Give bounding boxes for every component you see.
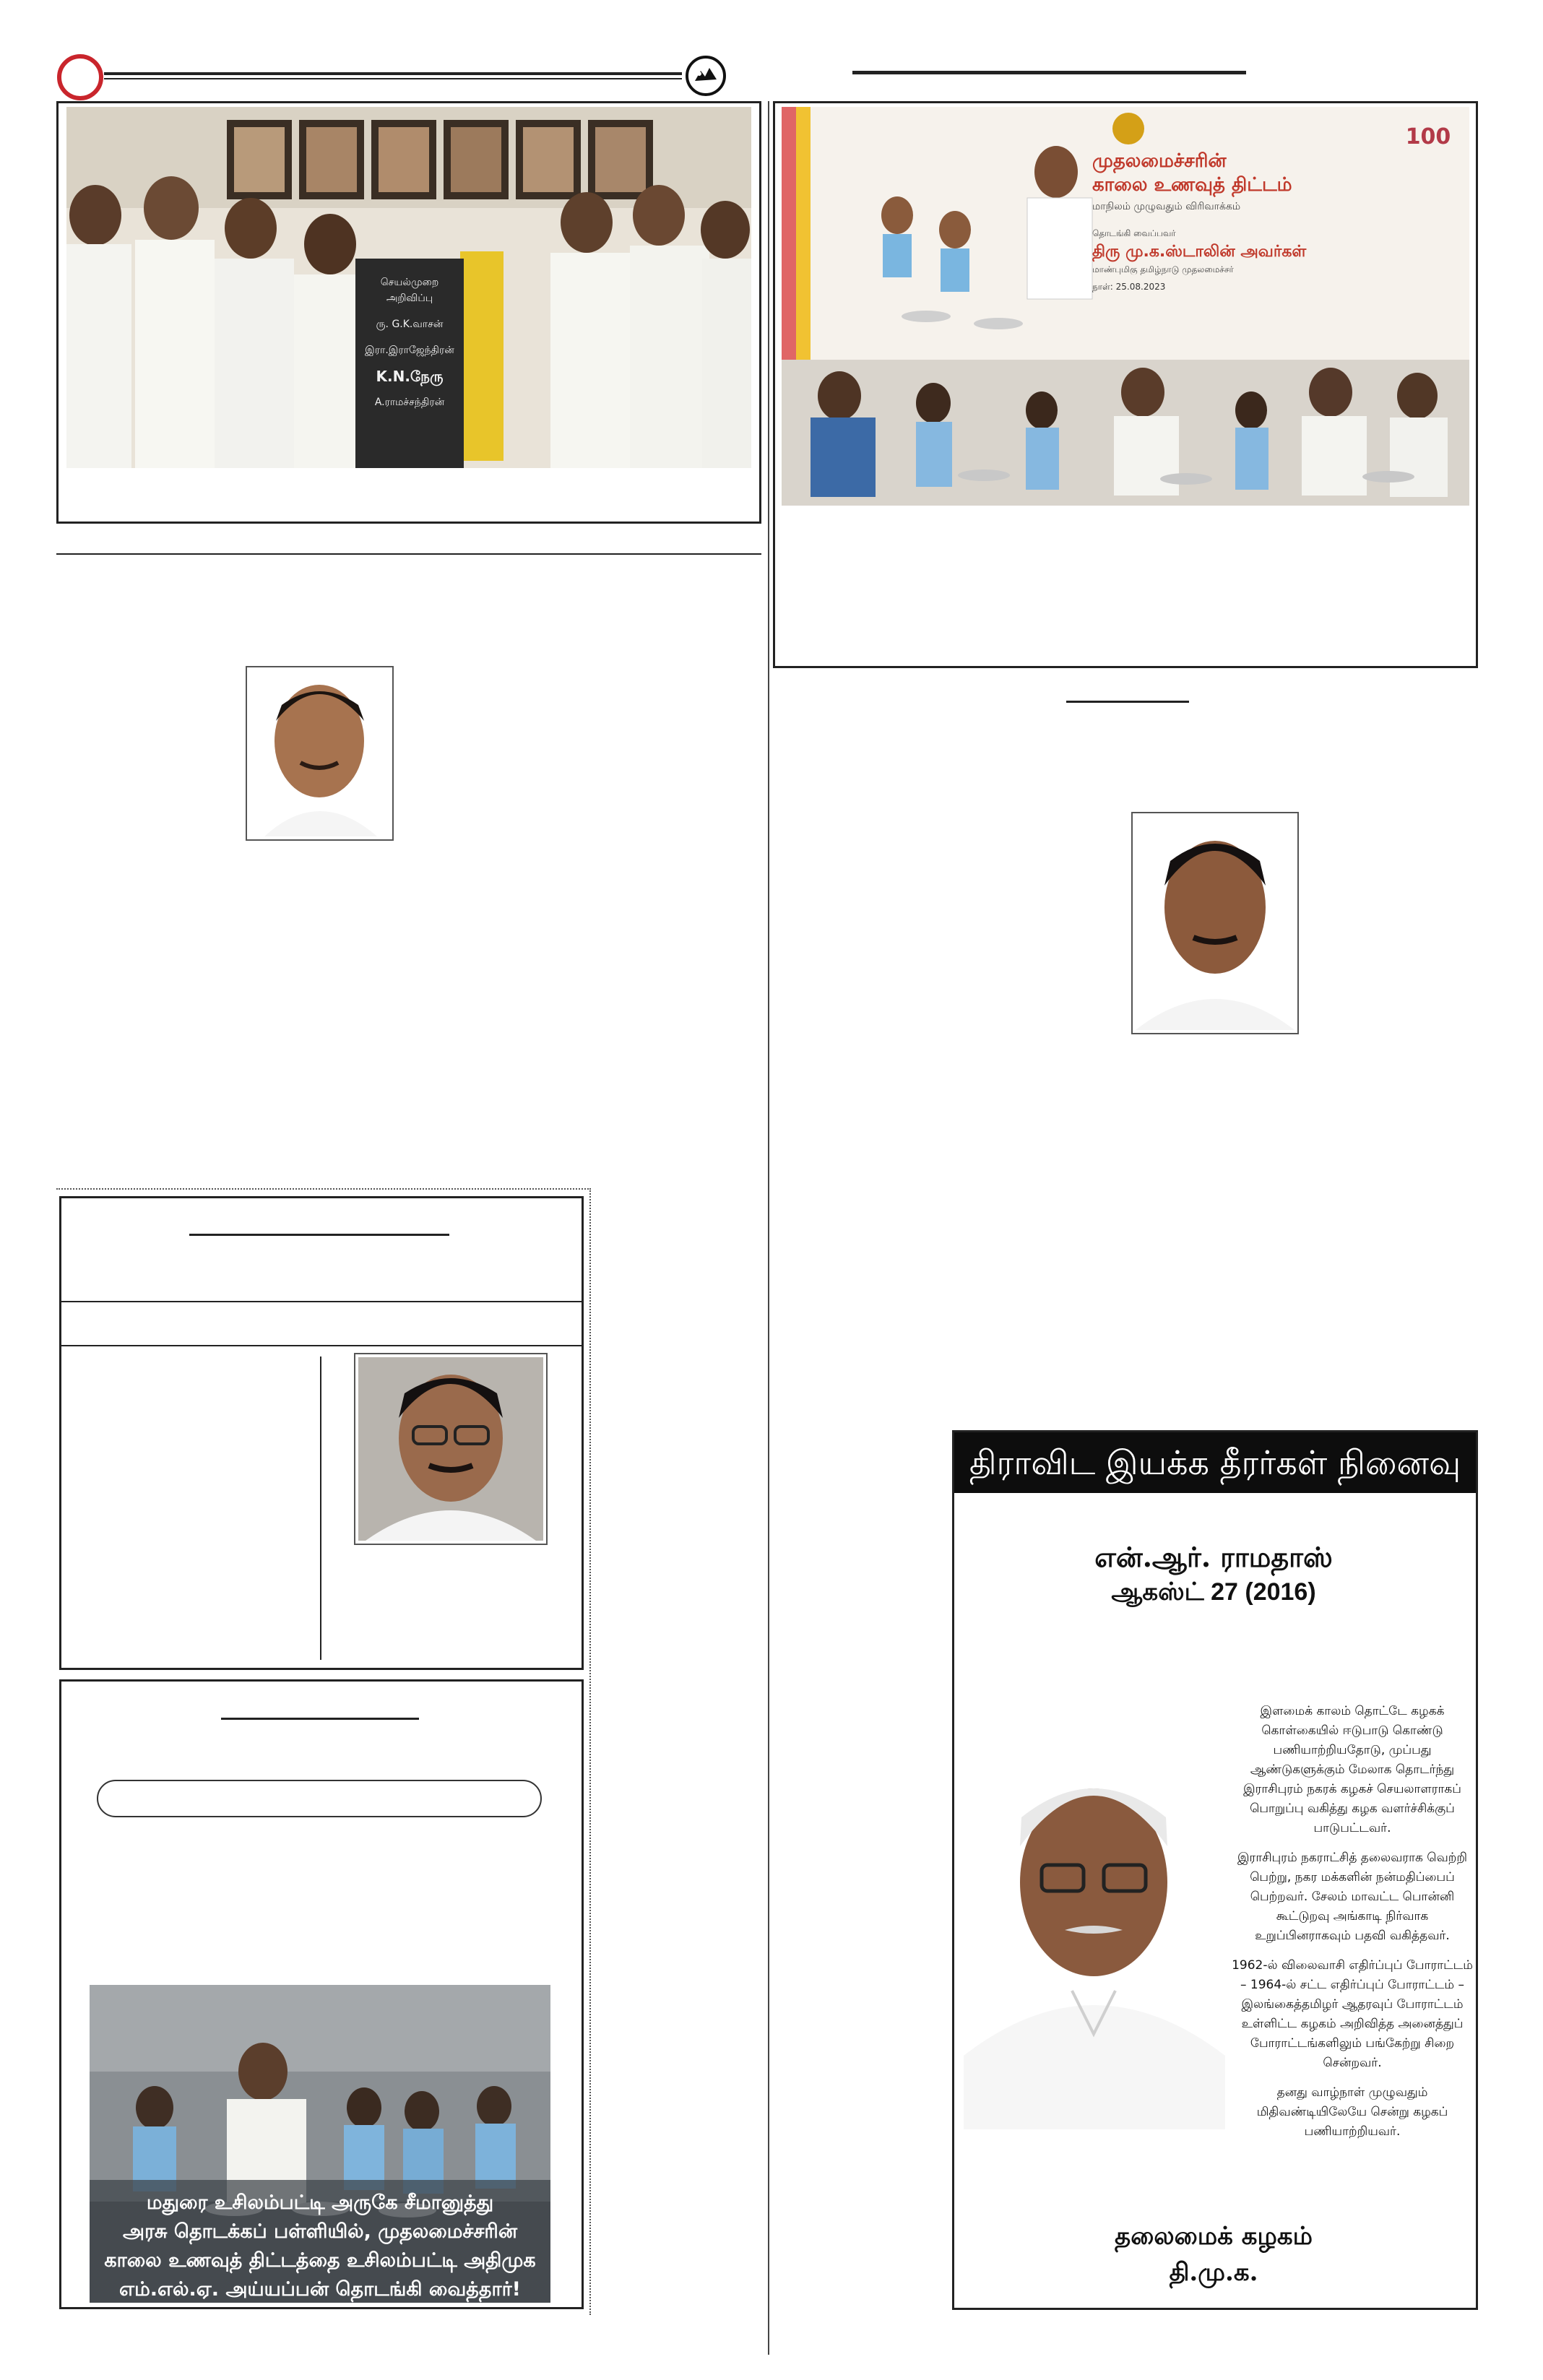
banner-intro: தொடங்கி வைப்பவர் [1092, 228, 1176, 238]
header-rule-right [852, 71, 1246, 74]
memorial-date: ஆகஸ்ட் 27 (2016) [1111, 1578, 1316, 1606]
caption-line: காலை உணவுத் திட்டத்தை உசிலம்பட்டி அதிமுக [104, 2249, 536, 2272]
section-rule-right [1066, 701, 1189, 703]
plaque-line: இரா.இராஜேந்திரன் [365, 345, 454, 356]
banner-title-2: காலை உணவுத் திட்டம் [1092, 174, 1292, 196]
portrait-right [1136, 816, 1295, 1030]
memorial-bio [1231, 1702, 1474, 2152]
banner-title-1: முதலமைச்சரின் [1092, 150, 1227, 172]
bio-paragraph: இளமைக் காலம் தொட்டே கழகக் கொள்கையில் ஈடுபாடு கொண்டு பணியாற்றியதோடு, முப்பது ஆண்டுகளுக்கும் மேலாக தொடர்ந்து இராசிபுரம் நகரக் கழகச் செயலாளராகப் பொறுப்பு வகித்து கழக வளர்ச்சிக்குப் பாடுபட்டவர். [1243, 1704, 1461, 1835]
stage-photo [66, 107, 751, 468]
memorial-footer-2: தி.மு.க. [1169, 2258, 1258, 2287]
portrait-left-1 [250, 670, 389, 836]
breakfast-photo [782, 107, 1469, 506]
plaque-line: ரு. G.K.வாசன் [376, 319, 444, 330]
article-box-1-title-rule [189, 1234, 449, 1236]
classroom-photo [90, 1985, 550, 2303]
classroom-caption [90, 2189, 550, 2303]
masthead-emblem [685, 55, 727, 97]
masthead-logo [56, 53, 104, 101]
memorial-footer-1: தலைமைக் கழகம் [1115, 2222, 1313, 2251]
rising-sun-emblem-icon [685, 55, 727, 97]
header-rule-left [104, 72, 682, 75]
section-rule-left [56, 553, 761, 555]
state-emblem-icon [1112, 113, 1144, 144]
bio-paragraph: தனது வாழ்நாள் முழுவதும் மிதிவண்டியிலேயே சென்று கழகப் பணியாற்றியவர். [1256, 2085, 1448, 2139]
article-box-1-rule-b [61, 1345, 582, 1346]
banner-leader: திரு மு.க.ஸ்டாலின் அவர்கள் [1092, 243, 1307, 261]
bio-paragraph: 1962-ல் விலைவாசி எதிர்ப்புப் போராட்டம் – 1964-ல் சட்ட எதிர்ப்புப் போராட்டம் – இலங்கைத்தமிழர் ஆதரவுப் போராட்டம் உள்ளிட்ட கழகம் அறிவித்த அனைத்துப் போராட்டங்களிலும் பங்கேற்று சிறை சென்றவர். [1232, 1958, 1473, 2070]
centenary-badge: 100 [1405, 124, 1451, 150]
adult-figure [238, 2043, 288, 2100]
caption-line: மதுரை உசிலம்பட்டி அருகே சீமானுத்து [146, 2191, 494, 2214]
plaque-line: K.N.நேரு [376, 368, 444, 385]
memorial-banner: திராவிட இயக்க தீரர்கள் நினைவு நாள் [954, 1432, 1476, 1493]
article-box-2-title-rule [221, 1718, 419, 1720]
article-box-1-col-rule [320, 1356, 321, 1660]
header-rule-left-thin [104, 78, 682, 79]
article-box-2-pill [97, 1780, 542, 1817]
memorial-name: என்.ஆர். ராமதாஸ் [1094, 1541, 1333, 1573]
column-divider [768, 101, 769, 2355]
yellow-curtain [460, 251, 503, 461]
bio-paragraph: இராசிபுரம் நகராட்சித் தலைவராக வெற்றி பெற்று, நகர மக்களின் நன்மதிப்பைப் பெற்றவர். சேலம் மாவட்ட பொன்னி கூட்டுறவு அங்காடி நிர்வாக உறுப்பினராகவும் பதவி வகித்தவர். [1237, 1851, 1467, 1943]
portrait-left-2 [358, 1357, 543, 1541]
memorial-photo [964, 1716, 1225, 2129]
banner-role: மாண்புமிகு தமிழ்நாடு முதலமைச்சர் [1092, 264, 1234, 274]
banner-date: நாள்: 25.08.2023 [1092, 282, 1166, 292]
plaque-line: A.ராமச்சந்திரன் [374, 397, 445, 408]
red-circle-logo-icon [56, 53, 104, 101]
caption-line: எம்.எல்.ஏ. அய்யப்பன் தொடங்கி வைத்தார்! [119, 2278, 521, 2301]
caption-line: அரசு தொடக்கப் பள்ளியில், முதலமைச்சரின் [122, 2220, 518, 2243]
plaque-line: செயல்முறை அறிவிப்பு [380, 277, 439, 304]
banner-subtitle: மாநிலம் முழுவதும் விரிவாக்கம் [1092, 201, 1241, 212]
article-box-1-rule-a [61, 1301, 582, 1302]
